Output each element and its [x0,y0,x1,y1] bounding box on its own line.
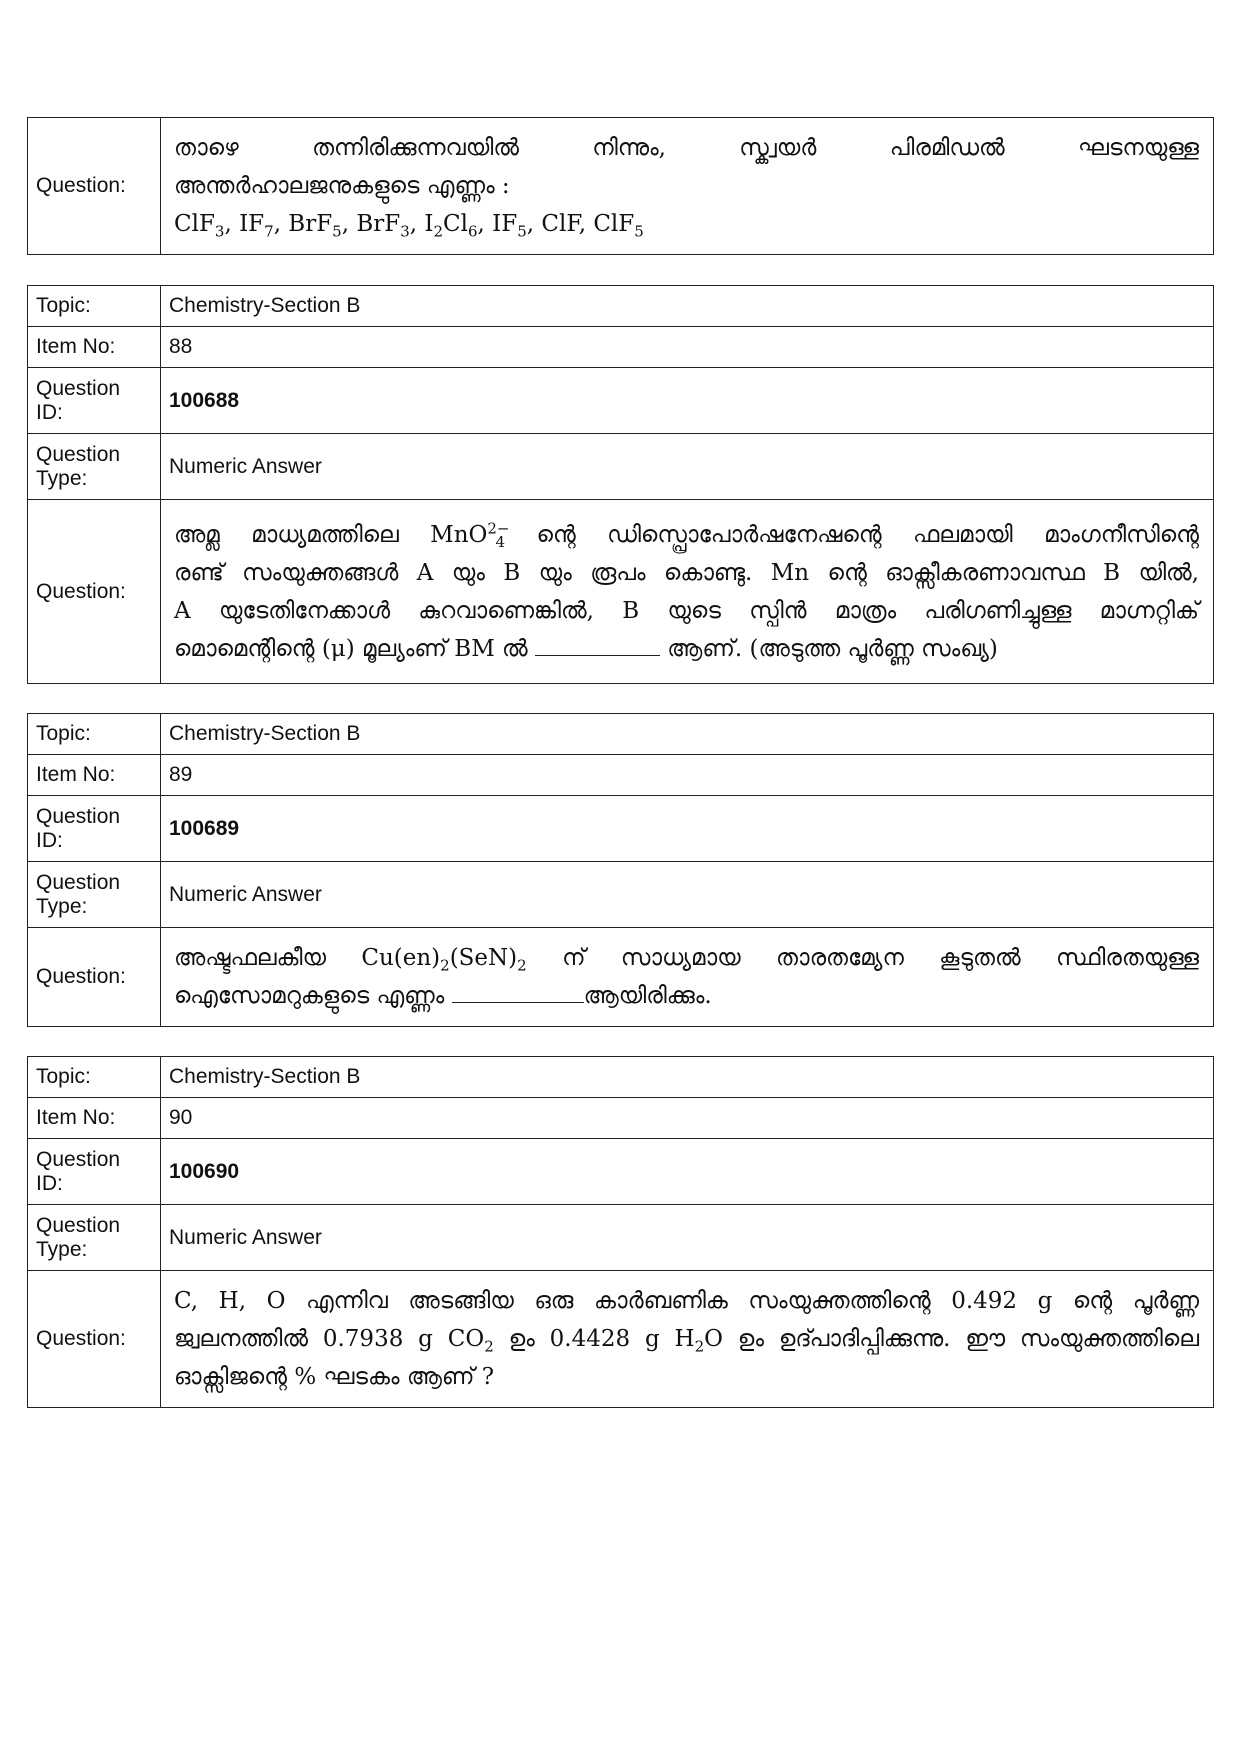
topic-label: Topic: [28,286,161,327]
question-id-label: Question ID: [28,368,161,434]
question-id-label: Question ID: [28,796,161,862]
answer-blank [535,635,660,656]
question-text [161,500,1214,684]
question-text [161,1271,1214,1408]
question-id-value: 100688 [161,368,1214,434]
question-type-label: Question Type: [28,434,161,500]
topic-label: Topic: [28,1057,161,1098]
question-line: C, H, O എന്നിവ അടങ്ങിയ ഒരു കാർബണിക സംയുക്തത്തിന്റെ 0.492 g ന്റെ പൂർണ്ണ [174,1288,1199,1314]
item-no-label: Item No: [28,327,161,368]
formula-line: ClF$_3$, $IF_7$, BrF$_5$, BrF$_3$, $I_2Cl_6$, $IF_5$, ClF, ClF$_5$ [174,211,644,241]
question-line: രണ്ട് സംയുക്തങ്ങൾ A യും B യും രൂപം കൊണ്ടു. Mn ന്റെ ഓക്സീകരണാവസ്ഥ B യിൽ, [174,559,1199,586]
topic-value: Chemistry-Section B [161,714,1214,755]
question-line: A യുടേതിനേക്കാൾ കുറവാണെങ്കിൽ, B യുടെ സ്പിൻ മാത്രം പരിഗണിച്ചുള്ള മാഗ്നറ്റിക് [174,597,1199,624]
topic-value: Chemistry-Section B [161,1057,1214,1098]
item-no-label: Item No: [28,755,161,796]
question-label: Question: [28,928,161,1027]
question-label: Question: [28,500,161,684]
topic-label: Topic: [28,714,161,755]
question-type-value: Numeric Answer [161,1205,1214,1271]
question-line: താഴെ തന്നിരിക്കുന്നവയിൽ നിന്നും, സ്ക്വയർ പിരമിഡൽ ഘടനയുള്ള [174,135,1199,161]
question-line: ജ്വലനത്തിൽ 0.7938 g $CO_2$ ഉം 0.4428 g $H_2O$ ഉം ഉദ്പാദിപ്പിക്കുന്നു. ഈ സംയുക്തത്തിലെ [174,1326,1200,1356]
item-no-value: 88 [161,327,1214,368]
question-line: മൊമെന്റിന്റെ (μ) മൂല്യംണ് BM ൽ ആണ്. (അടുത്ത പൂർണ്ണ സംഖ്യ) [174,635,998,662]
item-no-label: Item No: [28,1098,161,1139]
question-label: Question: [28,1271,161,1408]
question-line: അഷ്ടഫലകീയ $Cu(en)_2(SeN)_2$ ന് സാധ്യമായ താരതമ്യേന കൂടുതൽ സ്ഥിരതയുള്ള [174,945,1199,975]
question-type-label: Question Type: [28,862,161,928]
question-line: ഓക്സിജന്റെ % ഘടകം ആണ് ? [174,1364,495,1390]
item-no-value: 89 [161,755,1214,796]
question-table-item-89 [27,713,1214,1027]
question-id-value: 100690 [161,1139,1214,1205]
question-line: അന്തർഹാലജനുകളുടെ എണ്ണം : [174,173,510,199]
question-table-item-88 [27,285,1214,684]
topic-value: Chemistry-Section B [161,286,1214,327]
question-type-label: Question Type: [28,1205,161,1271]
question-type-value: Numeric Answer [161,434,1214,500]
question-text [161,928,1214,1027]
question-type-value: Numeric Answer [161,862,1214,928]
answer-blank [452,982,584,1003]
question-table-item-90 [27,1056,1214,1408]
question-line: ഐസോമറുകളുടെ എണ്ണം ആയിരിക്കും. [174,983,712,1009]
question-text [161,118,1214,255]
question-id-value: 100689 [161,796,1214,862]
question-table-top [27,117,1214,255]
item-no-value: 90 [161,1098,1214,1139]
question-line: അമ്ല മാധ്യമത്തിലെ MnO$^{2-}_4$ ന്റെ ഡിസ്പ്രൊപോർഷനേഷന്റെ ഫലമായി മാംഗനീസിന്റെ [174,518,1199,552]
question-id-label: Question ID: [28,1139,161,1205]
question-label: Question: [28,118,161,255]
